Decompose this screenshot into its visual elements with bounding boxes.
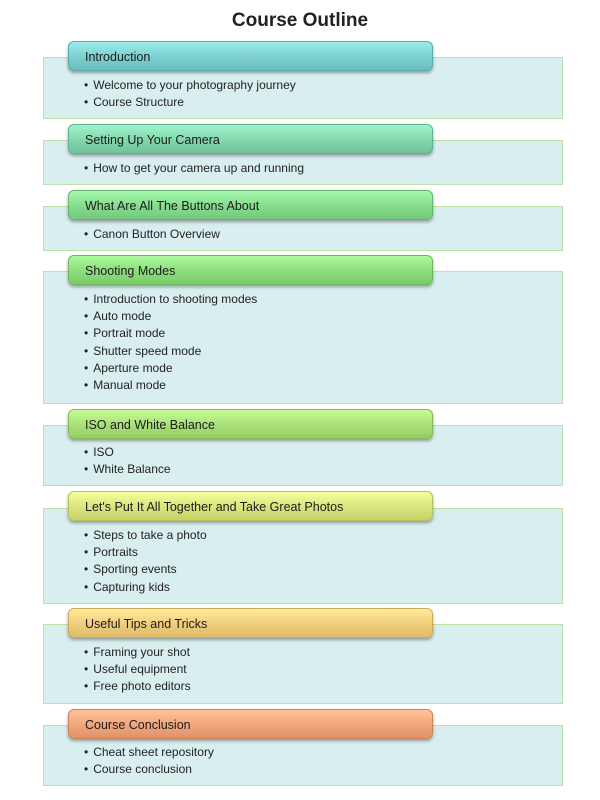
list-item: • Welcome to your photography journey bbox=[84, 77, 296, 94]
section-header: Introduction bbox=[68, 41, 433, 71]
list-item: • Aperture mode bbox=[84, 360, 257, 377]
section-header: Course Conclusion bbox=[68, 709, 433, 739]
section-items bbox=[84, 77, 296, 111]
list-item: • Steps to take a photo bbox=[84, 527, 207, 544]
list-item: • Course Structure bbox=[84, 94, 296, 111]
list-item: • Manual mode bbox=[84, 377, 257, 394]
list-item: • Useful equipment bbox=[84, 661, 191, 678]
section-header: What Are All The Buttons About bbox=[68, 190, 433, 220]
list-item: • Free photo editors bbox=[84, 678, 191, 695]
section-items bbox=[84, 444, 171, 478]
list-item: • Canon Button Overview bbox=[84, 226, 220, 243]
page-title: Course Outline bbox=[231, 10, 369, 31]
list-item: • Shutter speed mode bbox=[84, 343, 257, 360]
list-item: • Framing your shot bbox=[84, 644, 191, 661]
section-items bbox=[84, 226, 220, 243]
list-item: • White Balance bbox=[84, 461, 171, 478]
list-item: • Portrait mode bbox=[84, 325, 257, 342]
section-items bbox=[84, 291, 257, 394]
section-items bbox=[84, 160, 304, 177]
section-header: Let's Put It All Together and Take Great Photos bbox=[68, 491, 433, 521]
list-item: • Sporting events bbox=[84, 561, 207, 578]
list-item: • Cheat sheet repository bbox=[84, 744, 214, 761]
list-item: • Capturing kids bbox=[84, 579, 207, 596]
list-item: • How to get your camera up and running bbox=[84, 160, 304, 177]
list-item: • Portraits bbox=[84, 544, 207, 561]
section-items bbox=[84, 744, 214, 778]
section-header: Useful Tips and Tricks bbox=[68, 608, 433, 638]
section-header: Shooting Modes bbox=[68, 255, 433, 285]
list-item: • Introduction to shooting modes bbox=[84, 291, 257, 308]
list-item: • Auto mode bbox=[84, 308, 257, 325]
list-item: • Course conclusion bbox=[84, 761, 214, 778]
section-header: Setting Up Your Camera bbox=[68, 124, 433, 154]
list-item: • ISO bbox=[84, 444, 171, 461]
section-items bbox=[84, 527, 207, 596]
section-items bbox=[84, 644, 191, 696]
section-header: ISO and White Balance bbox=[68, 409, 433, 439]
